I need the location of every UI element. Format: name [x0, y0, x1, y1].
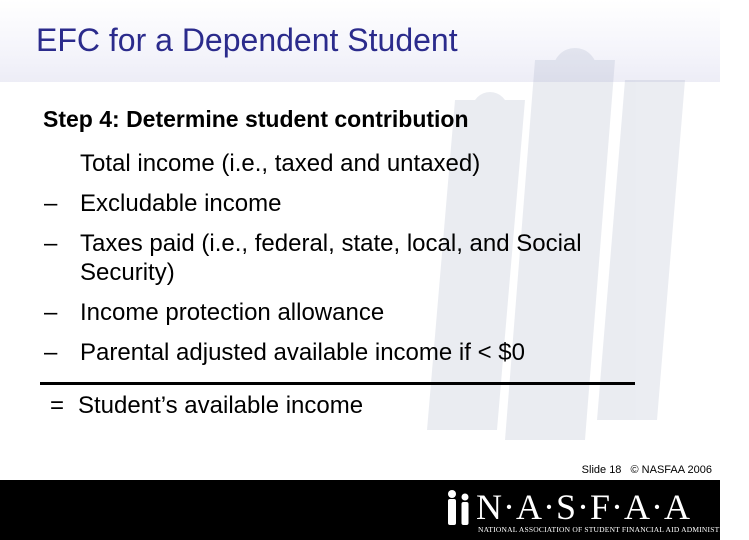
operator-symbol: –: [44, 230, 58, 257]
operator-symbol: –: [44, 190, 58, 217]
people-figures-icon: [444, 489, 474, 527]
calculation-line: [40, 189, 660, 218]
sum-rule-divider: [40, 382, 635, 385]
slide-title: EFC for a Dependent Student: [36, 22, 458, 58]
calculation-line: [40, 298, 660, 327]
logo-wordmark: N·A·S·F·A·A: [476, 487, 691, 527]
calculation-line: [40, 149, 660, 178]
result-text: Student’s available income: [78, 392, 364, 419]
line-text: Income protection allowance: [80, 299, 385, 326]
line-text: Parental adjusted available income if < $0: [80, 339, 525, 366]
operator-symbol: –: [44, 299, 58, 326]
slide-number: Slide 18: [581, 464, 622, 476]
result-line: [40, 391, 363, 420]
slide-footer-note: [576, 464, 712, 476]
line-text: Excludable income: [80, 190, 282, 217]
operator-symbol: –: [44, 339, 58, 366]
nasfaa-logo: [444, 487, 749, 535]
line-text: Taxes paid (i.e., federal, state, local, and Social Security): [80, 230, 582, 286]
equals-symbol: =: [50, 392, 65, 419]
calculation-line: [40, 229, 600, 287]
calculation-list: [40, 149, 660, 367]
logo-subtitle: NATIONAL ASSOCIATION OF STUDENT FINANCIAL AID ADMINISTRATORS: [478, 525, 749, 534]
copyright: © NASFAA 2006: [630, 464, 712, 476]
line-text: Total income (i.e., taxed and untaxed): [80, 150, 481, 177]
step-heading: Step 4: Determine student contribution: [43, 106, 469, 132]
calculation-line: [40, 338, 660, 367]
